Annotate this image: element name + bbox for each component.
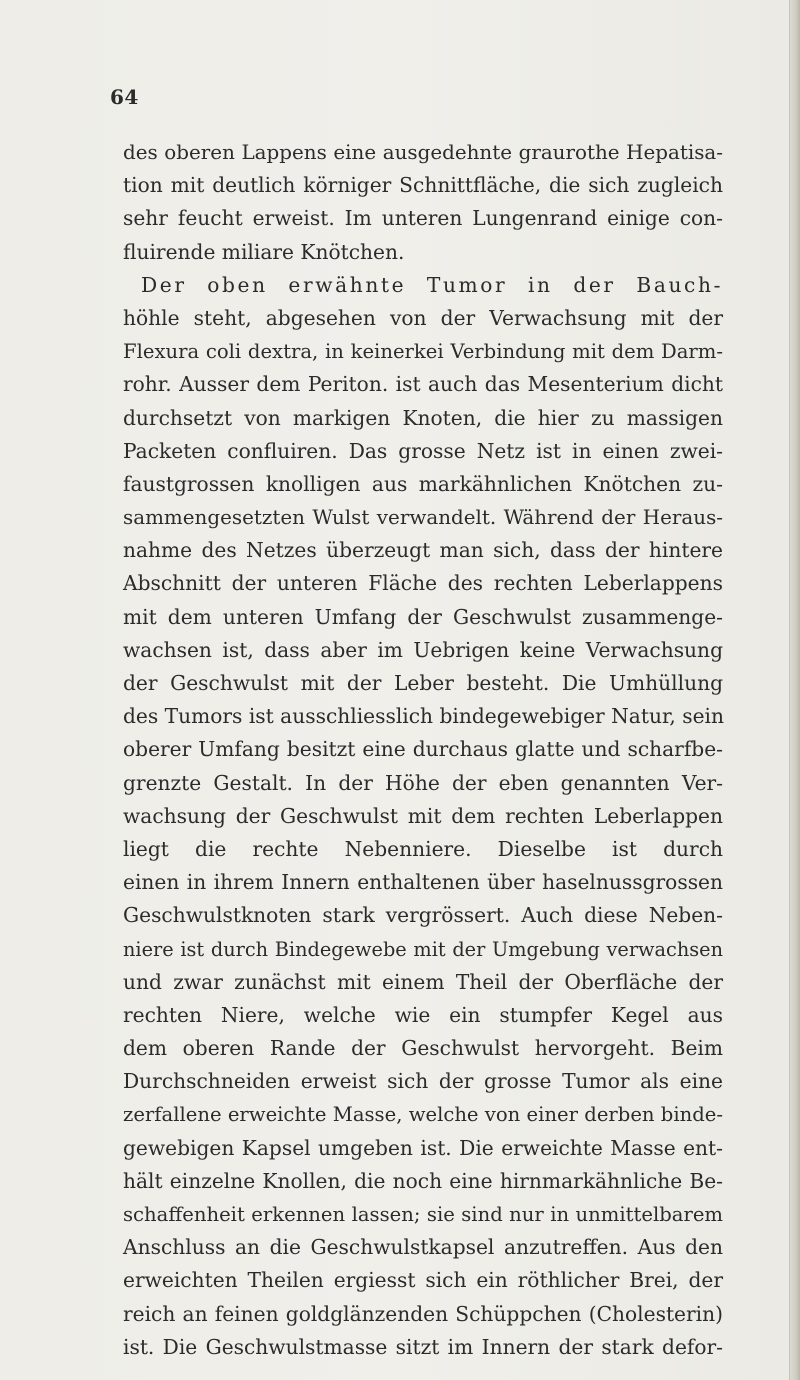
text-line: Anschluss an die Geschwulstkapsel anzutreffen. Aus den: [123, 1235, 723, 1260]
text-line: einen in ihrem Innern enthaltenen über haselnussgrossen: [123, 870, 723, 895]
text-line: zerfallene erweichte Masse, welche von einer derben binde-: [123, 1103, 723, 1127]
text-line: fluirende miliare Knötchen.: [123, 239, 405, 264]
text-line: Geschwulstknoten stark vergrössert. Auch diese Neben-: [123, 903, 723, 928]
text-line: höhle steht, abgesehen von der Verwachsung mit der: [123, 305, 723, 330]
text-line: Durchschneiden erweist sich der grosse Tumor als eine: [123, 1069, 723, 1094]
text-line: durchsetzt von markigen Knoten, die hier zu massigen: [123, 405, 723, 430]
page-edge: [789, 0, 800, 1380]
text-line: Packeten confluiren. Das grosse Netz ist in einen zwei-: [123, 438, 723, 463]
text-line: grenzte Gestalt. In der Höhe der eben genannten Ver-: [123, 770, 723, 795]
text-line: oberer Umfang besitzt eine durchaus glatte und scharfbe-: [123, 737, 723, 762]
text-line: reich an feinen goldglänzenden Schüppchen (Cholesterin): [123, 1301, 723, 1326]
page-number: 64: [110, 85, 139, 109]
text-line: schaffenheit erkennen lassen; sie sind nur in unmittelbarem: [123, 1203, 723, 1226]
text-line: sammengesetzten Wulst verwandelt. Während der Heraus-: [123, 506, 723, 530]
text-line: der Geschwulst mit der Leber besteht. Die Umhüllung: [123, 671, 723, 695]
body-text: [123, 136, 723, 1364]
text-line: und zwar zunächst mit einem Theil der Oberfläche der: [123, 969, 723, 994]
text-line: des Tumors ist ausschliesslich bindegewebiger Natur, sein: [123, 704, 724, 729]
text-line: liegt die rechte Nebenniere. Dieselbe ist durch: [123, 836, 723, 861]
text-line: faustgrossen knolligen aus markähnlichen Knötchen zu-: [123, 471, 723, 496]
text-line: Der oben erwähnte Tumor in der Bauch-: [141, 272, 723, 297]
text-line: mit dem unteren Umfang der Geschwulst zusammenge-: [123, 604, 723, 629]
text-line: nahme des Netzes überzeugt man sich, dass der hintere: [123, 538, 723, 563]
text-line: erweichten Theilen ergiesst sich ein röthlicher Brei, der: [123, 1268, 723, 1293]
text-line: wachsung der Geschwulst mit dem rechten Leberlappen: [123, 803, 723, 828]
text-line: wachsen ist, dass aber im Uebrigen keine Verwachsung: [123, 637, 723, 662]
text-line: tion mit deutlich körniger Schnittfläche, die sich zugleich: [123, 173, 723, 198]
text-line: des oberen Lappens eine ausgedehnte graurothe Hepatisa-: [123, 141, 723, 164]
text-line: dem oberen Rande der Geschwulst hervorgeht. Beim: [123, 1036, 723, 1061]
text-line: gewebigen Kapsel umgeben ist. Die erweichte Masse ent-: [123, 1135, 723, 1160]
text-line: ist. Die Geschwulstmasse sitzt im Innern der stark defor-: [123, 1334, 723, 1359]
text-line: Flexura coli dextra, in keinerkei Verbindung mit dem Darm-: [123, 340, 723, 364]
text-line: Abschnitt der unteren Fläche des rechten Leberlappens: [123, 571, 723, 596]
text-line: rohr. Ausser dem Periton. ist auch das Mesenterium dicht: [123, 372, 723, 397]
text-line: hält einzelne Knollen, die noch eine hirnmarkähnliche Be-: [123, 1168, 723, 1193]
text-line: rechten Niere, welche wie ein stumpfer Kegel aus: [123, 1002, 723, 1027]
text-line: sehr feucht erweist. Im unteren Lungenrand einige con-: [123, 206, 723, 231]
text-line: niere ist durch Bindegewebe mit der Umgebung verwachsen: [123, 937, 723, 961]
